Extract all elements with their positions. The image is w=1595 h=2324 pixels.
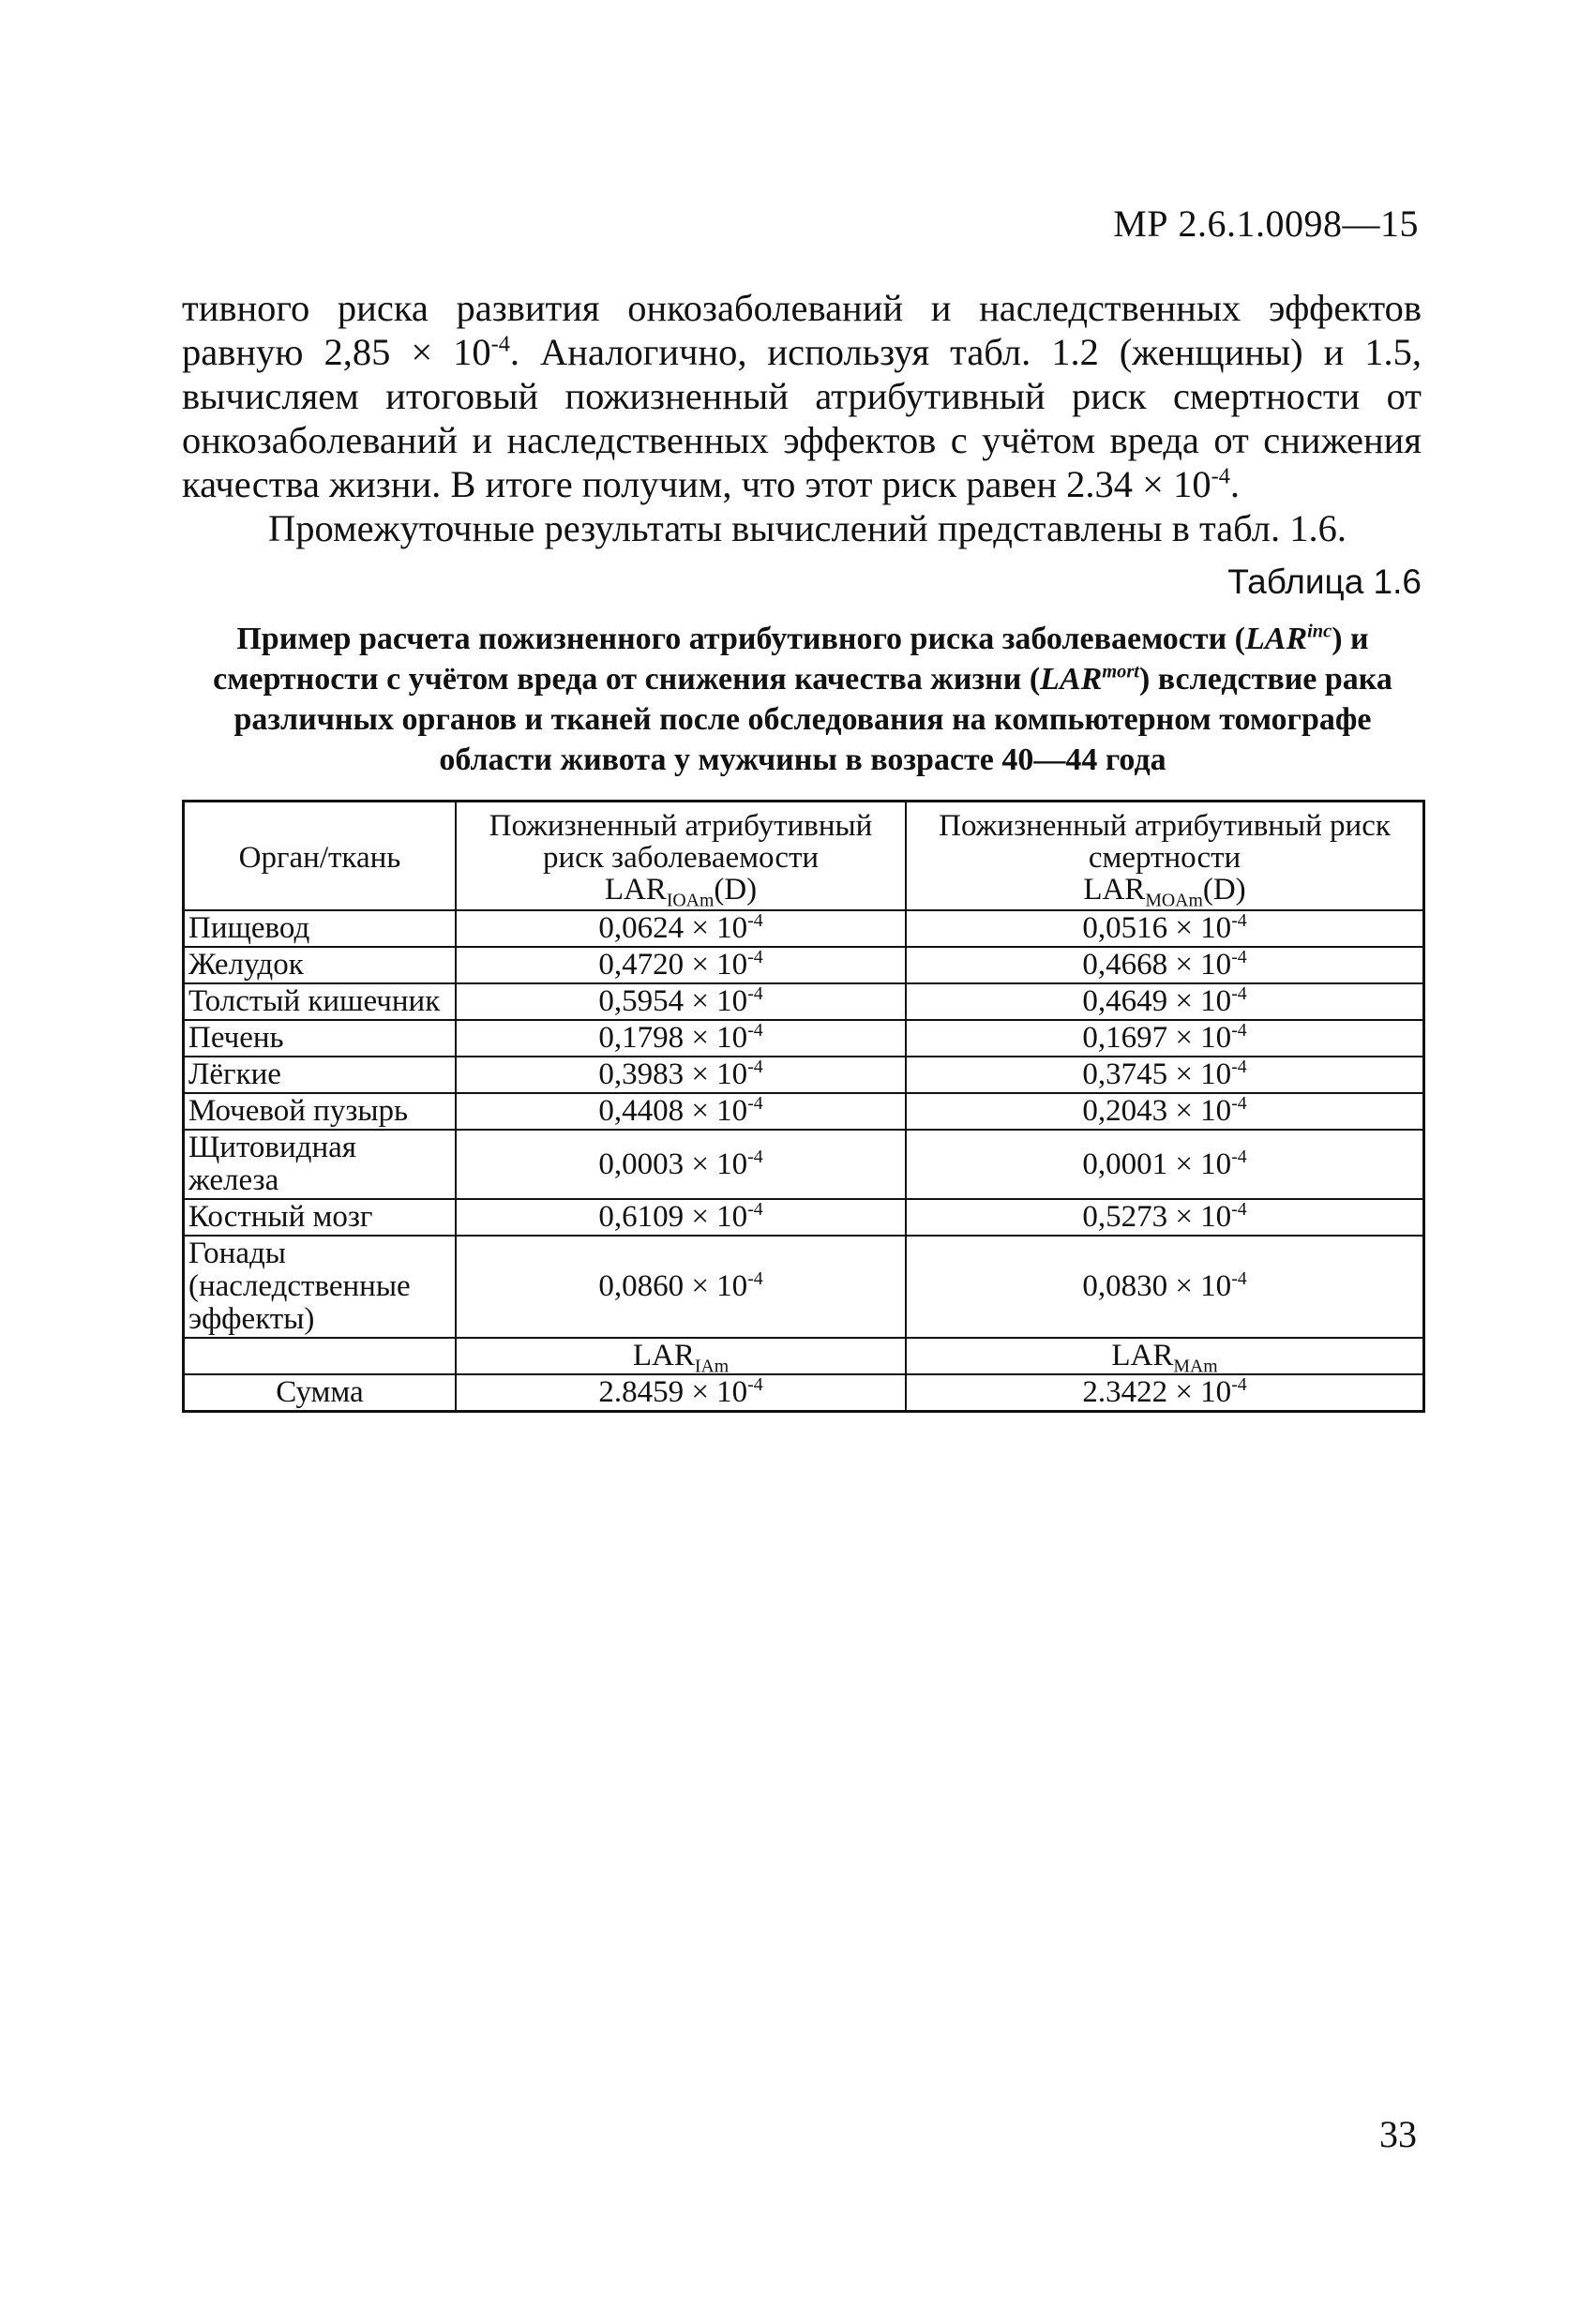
organ-cell: Мочевой пузырь <box>184 1093 457 1130</box>
incidence-value: 0,5954 × 10 <box>598 984 748 1018</box>
caption-lar-mort: LAR <box>1040 662 1103 697</box>
caption-lar-inc: LAR <box>1245 622 1308 656</box>
incidence-cell <box>456 910 906 947</box>
incidence-cell <box>456 1199 906 1236</box>
mortality-value: 0,0001 × 10 <box>1082 1147 1232 1181</box>
incidence-cell <box>456 1057 906 1093</box>
exponent: -4 <box>1231 983 1247 1004</box>
exponent: -4 <box>747 1146 763 1167</box>
table-row <box>184 1020 1424 1057</box>
exponent: -4 <box>1231 947 1247 967</box>
exponent: -4 <box>1231 1146 1247 1167</box>
body-text <box>182 286 1422 550</box>
organ-cell: Костный мозг <box>184 1199 457 1236</box>
mortality-cell <box>906 1236 1424 1338</box>
mortality-cell <box>906 1020 1424 1057</box>
sum-incidence <box>456 1374 906 1412</box>
table-row <box>184 983 1424 1020</box>
organ-cell: Гонады (наследственные эффекты) <box>184 1236 457 1338</box>
incidence-value: 0,3983 × 10 <box>598 1057 748 1091</box>
organ-cell: Желудок <box>184 947 457 983</box>
exponent: -4 <box>747 947 763 967</box>
exponent: -4 <box>747 1199 763 1220</box>
total-mortality-label <box>906 1338 1424 1377</box>
organ-cell: Щитовидная железа <box>184 1130 457 1199</box>
page-number: 33 <box>1379 2113 1417 2155</box>
header-organ: Орган/ткань <box>184 802 457 911</box>
mortality-cell <box>906 1130 1424 1199</box>
header-mortality-title: Пожизненный атрибутивный риск смертности <box>939 809 1391 875</box>
table-label: Таблица 1.6 <box>1227 562 1422 601</box>
header-incidence-title: Пожизненный атрибутивный риск заболеваемости <box>489 809 873 875</box>
mortality-cell <box>906 1199 1424 1236</box>
table-row <box>184 910 1424 947</box>
incidence-cell <box>456 1236 906 1338</box>
incidence-cell <box>456 1020 906 1057</box>
incidence-value: 0,0624 × 10 <box>598 911 748 945</box>
total-incidence-sub: IAm <box>694 1356 730 1377</box>
exponent: -4 <box>747 1268 763 1289</box>
incidence-value: 0,0860 × 10 <box>598 1269 748 1303</box>
exponent: -4 <box>1231 1020 1247 1041</box>
caption-part-1: Пример расчета пожизненного атрибутивного риска заболеваемости ( <box>236 622 1246 656</box>
header-mortality <box>906 802 1424 911</box>
exponent: -4 <box>747 1057 763 1077</box>
header-mortality-suffix: (D) <box>1202 873 1246 907</box>
exponent: -4 <box>747 910 763 931</box>
caption-mort-superscript: mort <box>1102 661 1139 682</box>
organ-cell: Печень <box>184 1020 457 1057</box>
sum-mortality-value: 2.3422 × 10 <box>1082 1375 1232 1409</box>
mortality-cell <box>906 983 1424 1020</box>
exponent: -4 <box>747 1020 763 1041</box>
total-incidence-lar: LAR <box>632 1339 695 1372</box>
incidence-value: 0,0003 × 10 <box>598 1147 748 1181</box>
table-caption <box>178 619 1427 780</box>
mortality-value: 0,1697 × 10 <box>1082 1021 1232 1055</box>
mortality-cell <box>906 947 1424 983</box>
paragraph-2: Промежуточные результаты вычислений представлены в табл. 1.6. <box>268 507 1347 549</box>
mortality-value: 0,2043 × 10 <box>1082 1094 1232 1128</box>
exponent: -4 <box>1231 1199 1247 1220</box>
mortality-value: 0,4649 × 10 <box>1082 984 1232 1018</box>
incidence-cell <box>456 947 906 983</box>
mortality-value: 0,0516 × 10 <box>1082 911 1232 945</box>
mortality-cell <box>906 1057 1424 1093</box>
total-mortality-sub: MAm <box>1173 1356 1218 1377</box>
sum-row <box>184 1374 1424 1412</box>
exponent: -4 <box>1231 1057 1247 1077</box>
incidence-value: 0,1798 × 10 <box>598 1021 748 1055</box>
header-incidence <box>456 802 906 911</box>
caption-part-3: ) вследствие рака различных органов и тканей после обследования на компьютерном томографе области живота у мужчины в возрасте 40—44 года <box>233 662 1392 777</box>
mortality-value: 0,5273 × 10 <box>1082 1200 1232 1234</box>
organ-cell: Пищевод <box>184 910 457 947</box>
exponent: -4 <box>1211 463 1230 489</box>
table-row <box>184 1130 1424 1199</box>
paragraph-1-part-c: . <box>1229 463 1240 505</box>
table-row <box>184 1093 1424 1130</box>
sum-label: Сумма <box>184 1374 457 1412</box>
sum-incidence-value: 2.8459 × 10 <box>598 1375 748 1409</box>
table-row <box>184 1057 1424 1093</box>
total-mortality-lar: LAR <box>1111 1339 1174 1372</box>
table-row <box>184 947 1424 983</box>
mortality-value: 0,0830 × 10 <box>1082 1269 1232 1303</box>
header-incidence-suffix: (D) <box>714 873 758 907</box>
paragraph-1-part-b: . Аналогично, используя табл. 1.2 (женщины) и 1.5, вычисляем итоговый пожизненный атрибутивный риск смертности от онкозаболеваний и наследственных эффектов с учётом вреда от снижения качества жизни. В итоге получим, что этот риск равен 2.34 × 10 <box>182 331 1422 505</box>
incidence-cell <box>456 1130 906 1199</box>
incidence-value: 0,4408 × 10 <box>598 1094 748 1128</box>
risk-table <box>182 800 1425 1413</box>
caption-part-2: ) и смертности с учётом вреда от снижения качества жизни ( <box>213 622 1369 697</box>
header-incidence-lar: LAR <box>604 873 667 907</box>
total-incidence-label <box>456 1338 906 1377</box>
incidence-value: 0,4720 × 10 <box>598 948 748 982</box>
organ-cell: Лёгкие <box>184 1057 457 1093</box>
exponent: -4 <box>1231 1268 1247 1289</box>
table-row <box>184 1236 1424 1338</box>
caption-inc-superscript: inc <box>1307 621 1332 642</box>
mortality-cell <box>906 1093 1424 1130</box>
exponent: -4 <box>747 1374 763 1395</box>
empty-cell <box>184 1338 457 1374</box>
organ-cell: Толстый кишечник <box>184 983 457 1020</box>
incidence-cell <box>456 983 906 1020</box>
mortality-value: 0,4668 × 10 <box>1082 948 1232 982</box>
paragraph-1-part-a: тивного риска развития онкозаболеваний и наследственных эффектов равную 2,85 × 10 <box>182 287 1422 373</box>
incidence-cell <box>456 1093 906 1130</box>
table-header-row <box>184 802 1424 911</box>
exponent: -4 <box>1231 1374 1247 1395</box>
incidence-value: 0,6109 × 10 <box>598 1200 748 1234</box>
exponent: -4 <box>1231 910 1247 931</box>
exponent: -4 <box>1231 1093 1247 1114</box>
exponent: -4 <box>490 331 510 357</box>
header-mortality-sub: MOAm <box>1145 890 1203 911</box>
mortality-value: 0,3745 × 10 <box>1082 1057 1232 1091</box>
document-code: МР 2.6.1.0098—15 <box>1113 202 1419 245</box>
header-incidence-sub: IOAm <box>666 890 715 911</box>
total-label-row <box>184 1338 1424 1374</box>
table-row <box>184 1199 1424 1236</box>
sum-mortality <box>906 1374 1424 1412</box>
header-mortality-lar: LAR <box>1083 873 1146 907</box>
exponent: -4 <box>747 1093 763 1114</box>
exponent: -4 <box>747 983 763 1004</box>
mortality-cell <box>906 910 1424 947</box>
paragraph-1 <box>182 286 1422 506</box>
